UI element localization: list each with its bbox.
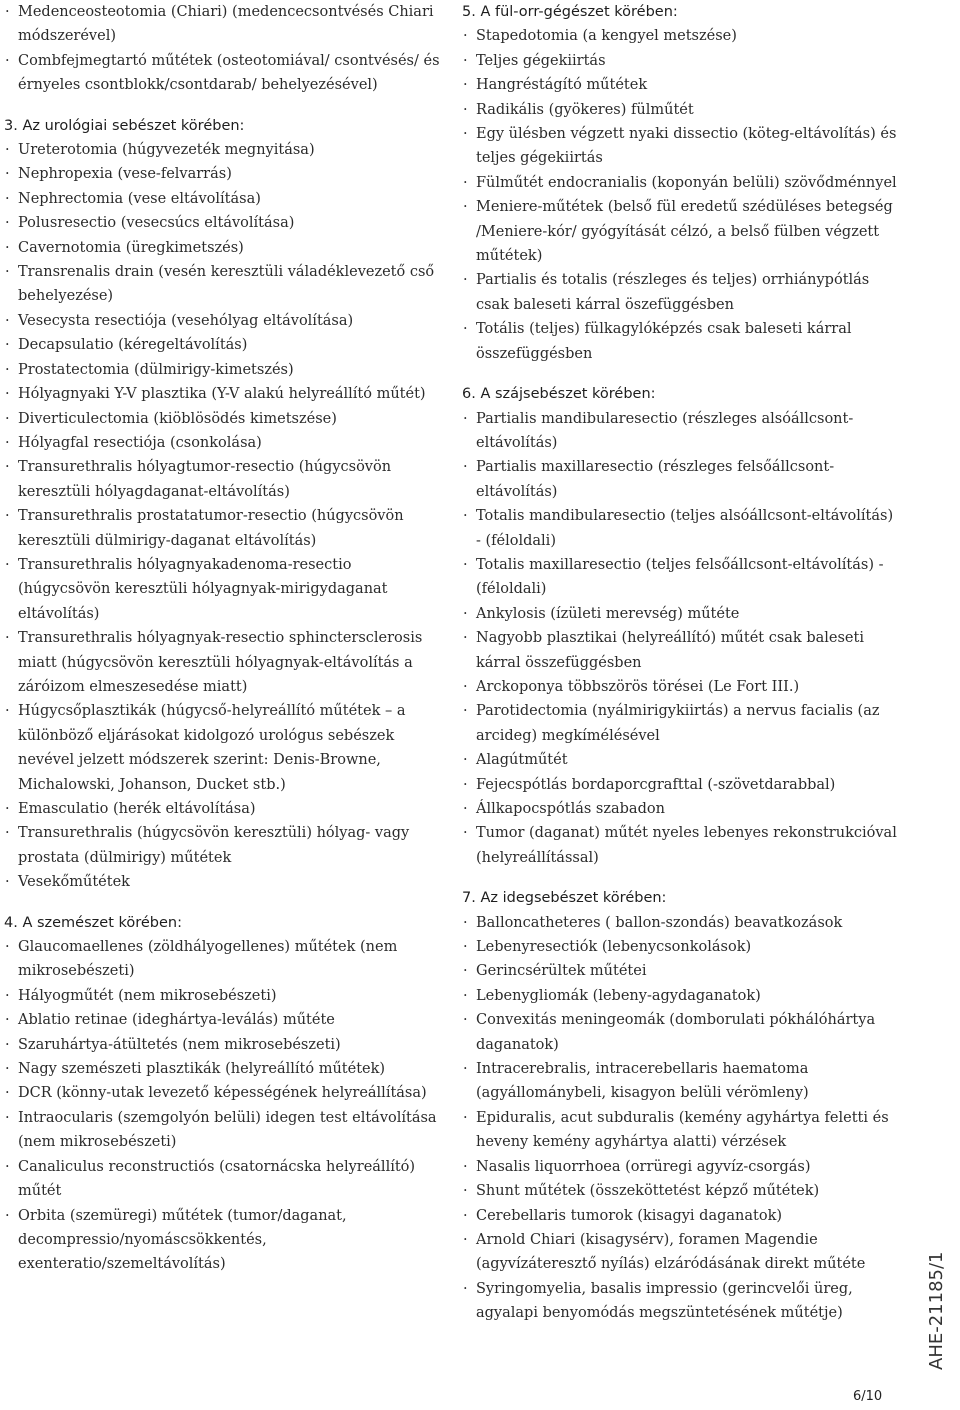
page-number: 6/10 <box>853 1389 883 1404</box>
list-item: · Cerebellaris tumorok (kisagyi daganatok) <box>462 1204 902 1228</box>
neurosurgery-list <box>462 911 902 1326</box>
list-item: · Radikális (gyökeres) fülműtét <box>462 98 902 122</box>
list-item: · Hályogműtét (nem mikrosebészeti) <box>4 984 444 1008</box>
list-item: · Cavernotomia (üregkimetszés) <box>4 236 444 260</box>
list-item: · Nephropexia (vese-felvarrás) <box>4 162 444 186</box>
list-item: · Shunt műtétek (összeköttetést képző műtétek) <box>462 1179 902 1203</box>
list-item: · Gerincsérültek műtétei <box>462 959 902 983</box>
list-item: · Ankylosis (ízületi merevség) műtéte <box>462 602 902 626</box>
list-item: · Polusresectio (vesecsúcs eltávolítása) <box>4 211 444 235</box>
list-item: · Lebenyresectiók (lebenycsonkolások) <box>462 935 902 959</box>
list-item: · Teljes gégekiirtás <box>462 49 902 73</box>
list-item: · Hólyagfal resectiója (csonkolása) <box>4 431 444 455</box>
list-item: · Tumor (daganat) műtét nyeles lebenyes rekonstrukcióval (helyreállítással) <box>462 821 902 870</box>
list-item: · Egy ülésben végzett nyaki dissectio (köteg-eltávolítás) és teljes gégekiirtás <box>462 122 902 171</box>
list-item: · Parotidectomia (nyálmirigykiirtás) a nervus facialis (az arcideg) megkímélésével <box>462 699 902 748</box>
ophthalmology-heading: 4. A szemészet körében: <box>4 914 183 931</box>
list-item: · Totalis mandibularesectio (teljes alsóállcsont-eltávolítás) - (féloldali) <box>462 504 902 553</box>
urology-section <box>4 114 444 895</box>
list-item: · Prostatectomia (dülmirigy-kimetszés) <box>4 358 444 382</box>
list-item: · Epiduralis, acut subduralis (kemény agyhártya feletti és heveny kemény agyhártya alatti) vérzések <box>462 1106 902 1155</box>
list-item: · Diverticulectomia (kiöblösödés kimetszése) <box>4 407 444 431</box>
ent-list <box>462 24 902 366</box>
list-item: · Ablatio retinae (ideghártya-leválás) műtéte <box>4 1008 444 1032</box>
list-item: · Transurethralis hólyagnyak-resectio sphinctersclerosis miatt (húgycsövön keresztüli hólyagnyak-eltávolítás a záróizom elmeszesedése miatt) <box>4 626 444 699</box>
list-item: · Totalis maxillaresectio (teljes felsőállcsont-eltávolítás) - (féloldali) <box>462 553 902 602</box>
list-item: · Partialis és totalis (részleges és teljes) orrhiánypótlás csak baleseti kárral öszefüggésben <box>462 268 902 317</box>
list-item: · Transurethralis prostatatumor-resectio (húgycsövön keresztüli dülmirigy-daganat eltávolítás) <box>4 504 444 553</box>
list-item: · Arnold Chiari (kisagysérv), foramen Magendie (agyvízáteresztő nyílás) elzáródásának direkt műtéte <box>462 1228 902 1277</box>
list-item: · Partialis mandibularesectio (részleges alsóállcsont-eltávolítás) <box>462 407 902 456</box>
list-item: · Fülműtét endocranialis (koponyán belüli) szövődménnyel <box>462 171 902 195</box>
list-item: · Hólyagnyaki Y-V plasztika (Y-V alakú helyreállító műtét) <box>4 382 444 406</box>
list-item: · Convexitás meningeomák (domborulati pókhálóhártya daganatok) <box>462 1008 902 1057</box>
list-item: · Nagyobb plasztikai (helyreállító) műtét csak baleseti kárral összefüggésben <box>462 626 902 675</box>
oral-surgery-section <box>462 382 902 870</box>
list-item: · Transrenalis drain (vesén keresztüli váladéklevezető cső behelyezése) <box>4 260 444 309</box>
oral-surgery-list <box>462 407 902 871</box>
left-column <box>4 0 444 1277</box>
list-item: · Balloncatheteres ( ballon-szondás) beavatkozások <box>462 911 902 935</box>
ent-heading: 5. A fül-orr-gégészet körében: <box>462 4 678 20</box>
list-item: · Stapedotomia (a kengyel metszése) <box>462 24 902 48</box>
neurosurgery-section <box>462 886 902 1325</box>
list-item: · Orbita (szemüregi) műtétek (tumor/daganat, decompressio/nyomáscsökkentés, exenteratio/szemeltávolítás) <box>4 1204 444 1277</box>
list-item: · Intraocularis (szemgolyón belüli) idegen test eltávolítása (nem mikrosebészeti) <box>4 1106 444 1155</box>
list-item: · Hangréstágító műtétek <box>462 73 902 97</box>
document-code: AHE-21185/1 <box>926 1251 947 1370</box>
list-item: · Nephrectomia (vese eltávolítása) <box>4 187 444 211</box>
list-item: · Canaliculus reconstructiós (csatornácska helyreállító) műtét <box>4 1155 444 1204</box>
right-column <box>462 0 902 1326</box>
list-item: · Húgycsőplasztikák (húgycső-helyreállító műtétek – a különböző eljárásokat kidolgozó urológus sebészek nevével jelzett módszerek szerint: Denis-Browne, Michalowski, Johanson, Ducket stb.) <box>4 699 444 797</box>
list-item: · Partialis maxillaresectio (részleges felsőállcsont-eltávolítás) <box>462 455 902 504</box>
intro-section <box>4 0 444 98</box>
list-item: · Alagútműtét <box>462 748 902 772</box>
list-item: · Totális (teljes) fülkagylóképzés csak baleseti kárral összefüggésben <box>462 317 902 366</box>
list-item: · Arckoponya többszörös törései (Le Fort III.) <box>462 675 902 699</box>
ophthalmology-section <box>4 911 444 1277</box>
list-item: · Glaucomaellenes (zöldhályogellenes) műtétek (nem mikrosebészeti) <box>4 935 444 984</box>
urology-heading: 3. Az urológiai sebészet körében: <box>4 117 245 134</box>
list-item: · Medenceosteotomia (Chiari) (medencecsontvésés Chiari módszerével) <box>4 0 444 49</box>
list-item: · Combfejmegtartó műtétek (osteotomiával/ csontvésés/ és érnyeles csontblokk/csontdarab/ behelyezésével) <box>4 49 444 98</box>
ophthalmology-list <box>4 935 444 1277</box>
list-item: · Nasalis liquorrhoea (orrüregi agyvíz-csorgás) <box>462 1155 902 1179</box>
list-item: · Vesecysta resectiója (vesehólyag eltávolítása) <box>4 309 444 333</box>
intro-list <box>4 0 444 98</box>
neurosurgery-heading: 7. Az idegsebészet körében: <box>462 890 667 907</box>
list-item: · Emasculatio (herék eltávolítása) <box>4 797 444 821</box>
list-item: · Fejecspótlás bordaporcgrafttal (-szövetdarabbal) <box>462 773 902 797</box>
list-item: · Syringomyelia, basalis impressio (gerincvelői üreg, agyalapi benyomódás megszüntetésének műtétje) <box>462 1277 902 1326</box>
urology-list <box>4 138 444 895</box>
list-item: · Vesekőműtétek <box>4 870 444 894</box>
ent-section <box>462 0 902 366</box>
list-item: · Nagy szemészeti plasztikák (helyreállító műtétek) <box>4 1057 444 1081</box>
list-item: · Transurethralis (húgycsövön keresztüli) hólyag- vagy prostata (dülmirigy) műtétek <box>4 821 444 870</box>
list-item: · Ureterotomia (húgyvezeték megnyitása) <box>4 138 444 162</box>
list-item: · Transurethralis hólyagnyakadenoma-resectio (húgycsövön keresztüli hólyagnyak-mirigydaganat eltávolítás) <box>4 553 444 626</box>
list-item: · Meniere-műtétek (belső fül eredetű szédüléses betegség /Meniere-kór/ gyógyítását célzó, a belső fülben végzett műtétek) <box>462 195 902 268</box>
oral-surgery-heading: 6. A szájsebészet körében: <box>462 386 656 403</box>
list-item: · DCR (könny-utak levezető képességének helyreállítása) <box>4 1081 444 1105</box>
list-item: · Intracerebralis, intracerebellaris haematoma (agyállománybeli, kisagyon belüli vérömleny) <box>462 1057 902 1106</box>
list-item: · Lebenygliomák (lebeny-agydaganatok) <box>462 984 902 1008</box>
list-item: · Állkapocspótlás szabadon <box>462 797 902 821</box>
list-item: · Transurethralis hólyagtumor-resectio (húgycsövön keresztüli hólyagdaganat-eltávolítás) <box>4 455 444 504</box>
list-item: · Decapsulatio (kéregeltávolítás) <box>4 333 444 357</box>
list-item: · Szaruhártya-átültetés (nem mikrosebészeti) <box>4 1033 444 1057</box>
